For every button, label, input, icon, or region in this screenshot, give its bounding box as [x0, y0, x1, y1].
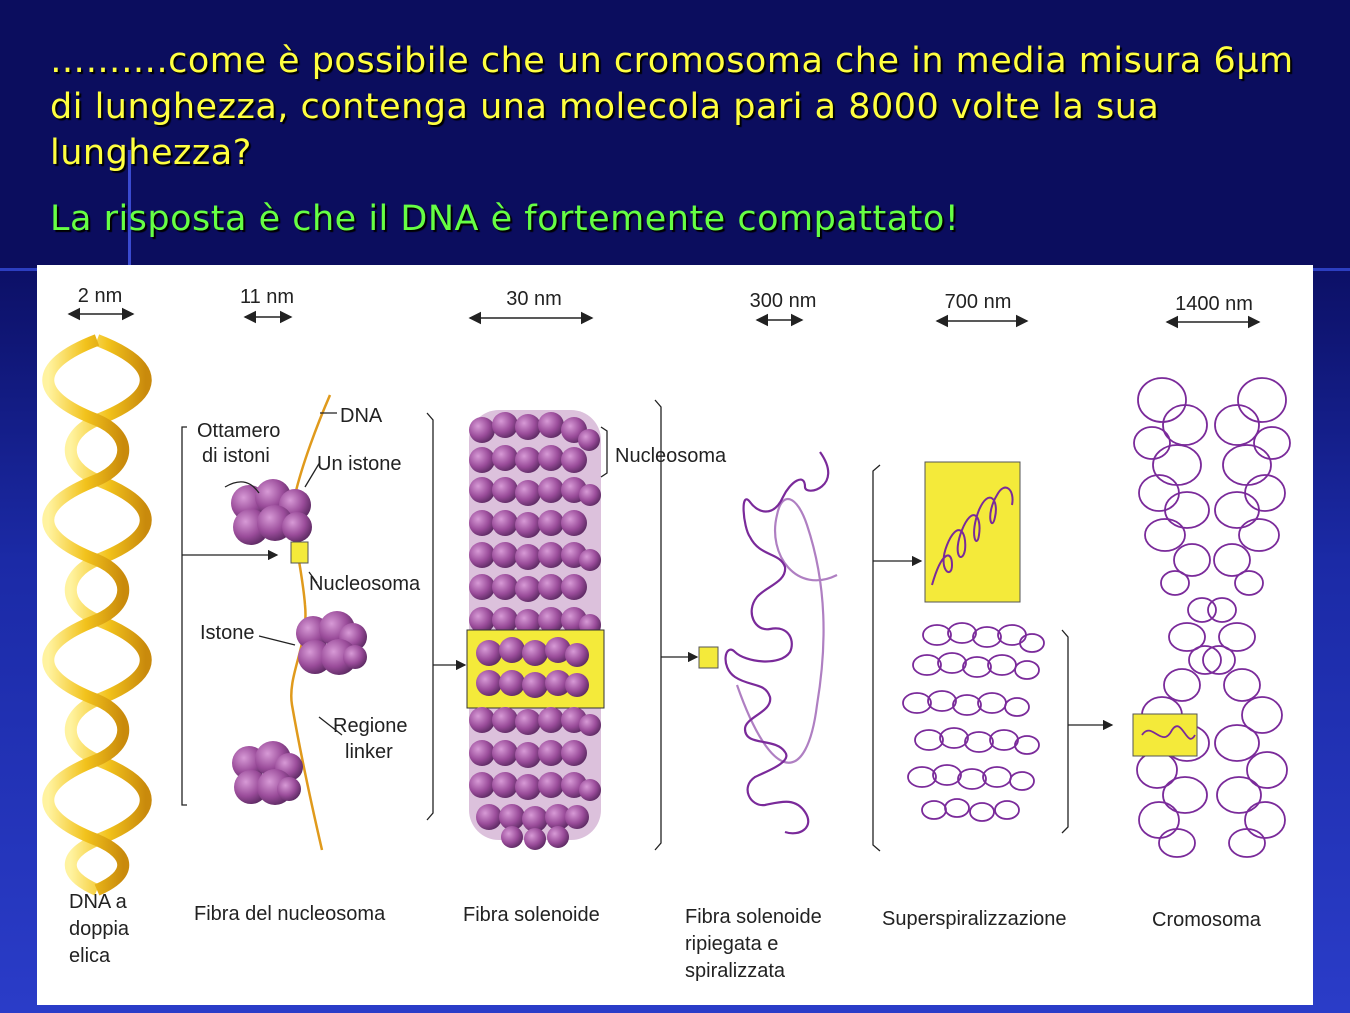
label-histone: Istone	[200, 622, 255, 644]
scale-label-11nm: 11 nm	[239, 286, 295, 308]
chromosome-chromatid-left	[1134, 378, 1221, 857]
nucleosome-highlight-box	[291, 542, 308, 563]
scale-arrows	[69, 314, 1259, 322]
stage-label-folded-line3: spiralizzata	[685, 960, 786, 982]
scale-label-2nm: 2 nm	[77, 285, 123, 307]
scale-label-1400nm: 1400 nm	[1175, 293, 1253, 315]
chromosome	[1133, 378, 1290, 857]
nucleosome-bead-1	[231, 479, 312, 545]
scale-label-30nm: 30 nm	[506, 288, 562, 310]
label-linker-line2: linker	[345, 741, 393, 763]
stage-label-dna-line1: DNA a	[69, 891, 127, 913]
nucleosome-bead-3	[232, 741, 303, 805]
question-text: ……….come è possibile che un cromosoma che in media misura 6µm di lunghezza, contenga una molecola pari a 8000 volte la sua lunghezza?	[50, 41, 1294, 173]
supercoil-structure	[873, 462, 1112, 851]
stage-label-nucleosome-fiber: Fibra del nucleosoma	[194, 903, 386, 925]
answer-text: La risposta è che il DNA è fortemente compattato!	[50, 199, 960, 239]
label-nucleosome-solenoid: Nucleosoma	[615, 445, 727, 467]
stage-label-chromosome: Cromosoma	[1152, 909, 1261, 931]
stage-label-folded-line2: ripiegata e	[685, 933, 779, 955]
stage-label-supercoil: Superspiralizzazione	[882, 908, 1067, 930]
scale-label-300nm: 300 nm	[749, 290, 817, 312]
scale-label-700nm: 700 nm	[944, 291, 1012, 313]
label-octamer-line2: di istoni	[202, 445, 270, 467]
dna-compaction-figure	[37, 265, 1313, 1005]
nucleosome-bead-2	[296, 611, 367, 675]
label-nucleosome: Nucleosoma	[309, 573, 421, 595]
supercoil-highlight-box	[925, 462, 1020, 602]
label-dna: DNA	[340, 405, 383, 427]
stage-label-folded-line1: Fibra solenoide	[685, 906, 822, 928]
label-one-histone: Un istone	[317, 453, 402, 475]
folded-solenoid-fiber	[655, 400, 837, 850]
figure-canvas	[37, 265, 1313, 1005]
stage-label-dna-line3: elica	[69, 945, 111, 967]
label-octamer-line1: Ottamero	[197, 420, 281, 442]
label-linker-line1: Regione	[333, 715, 408, 737]
dna-double-helix	[48, 340, 146, 890]
stage-label-dna-line2: doppia	[69, 918, 130, 940]
solenoid-fiber	[427, 410, 607, 850]
chromosome-chromatid-right	[1203, 378, 1290, 857]
stage-label-solenoid: Fibra solenoide	[463, 904, 600, 926]
